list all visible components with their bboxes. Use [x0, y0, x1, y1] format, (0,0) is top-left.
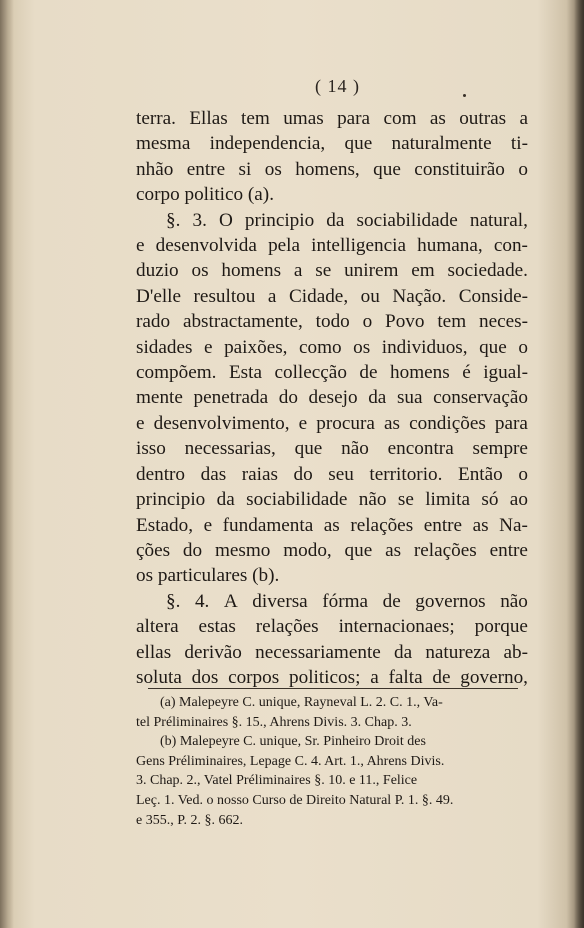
- page-edge-shadow: [574, 0, 584, 928]
- text-line: D'elle resultou a Cidade, ou Nação. Conside-: [136, 285, 528, 307]
- text-line: e desenvolvimento, e procura as condições para: [136, 412, 528, 434]
- footnote-line: e 355., P. 2. §. 662.: [136, 812, 243, 828]
- text-line: altera estas relações internacionaes; porque: [136, 616, 528, 638]
- text-line: dentro das raias do seu territorio. Então o: [136, 463, 528, 485]
- text-line: principio da sociabilidade não se limita só ao: [136, 489, 528, 511]
- text-line: nhão entre si os homens, que constituirão o: [136, 158, 528, 180]
- text-line: soluta dos corpos politicos; a falta de governo,: [136, 666, 528, 688]
- footnote-line: tel Préliminaires §. 15., Ahrens Divis. 3. Chap. 3.: [136, 714, 412, 730]
- text-line: e desenvolvida pela intelligencia humana, con-: [136, 235, 528, 257]
- ink-speck: [463, 94, 466, 97]
- footnote-line: (a) Malepeyre C. unique, Rayneval L. 2. C. 1., Va-: [160, 695, 443, 710]
- footnotes: [136, 693, 528, 830]
- text-line: §. 3. O principio da sociabilidade natural,: [166, 209, 528, 231]
- text-line: §. 4. A diversa fórma de governos não: [166, 590, 528, 612]
- text-line: corpo politico (a).: [136, 184, 274, 206]
- text-line: ções do mesmo modo, que as relações entre: [136, 539, 528, 561]
- text-line: sidades e paixões, como os individuos, que o: [136, 336, 528, 358]
- text-line: mesma independencia, que naturalmente ti-: [136, 133, 528, 155]
- text-line: mente penetrada do desejo da sua conservação: [136, 387, 528, 409]
- binding-shadow: [0, 0, 14, 928]
- text-line: isso necessarias, que não encontra sempre: [136, 438, 528, 460]
- text-line: rado abstractamente, todo o Povo tem neces-: [136, 311, 528, 333]
- footnote-rule: [148, 688, 518, 689]
- footnote-line: Leç. 1. Ved. o nosso Curso de Direito Natural P. 1. §. 49.: [136, 792, 454, 808]
- text-line: Estado, e fundamenta as relações entre as Na-: [136, 514, 528, 536]
- page-number: ( 14 ): [315, 76, 360, 96]
- footnote-line: (b) Malepeyre C. unique, Sr. Pinheiro Droit des: [160, 734, 426, 750]
- footnote-line: 3. Chap. 2., Vatel Préliminaires §. 10. e 11., Felice: [136, 773, 418, 789]
- footnote-line: Gens Préliminaires, Lepage C. 4. Art. 1., Ahrens Divis.: [136, 753, 445, 769]
- body-text: [136, 106, 528, 690]
- text-line: compõem. Esta collecção de homens é igual-: [136, 362, 528, 384]
- text-line: os particulares (b).: [136, 565, 280, 587]
- text-line: ellas derivão necessariamente da natureza ab-: [136, 641, 528, 663]
- text-line: terra. Ellas tem umas para com as outras a: [136, 108, 528, 129]
- text-line: duzio os homens a se unirem em sociedade.: [136, 260, 528, 282]
